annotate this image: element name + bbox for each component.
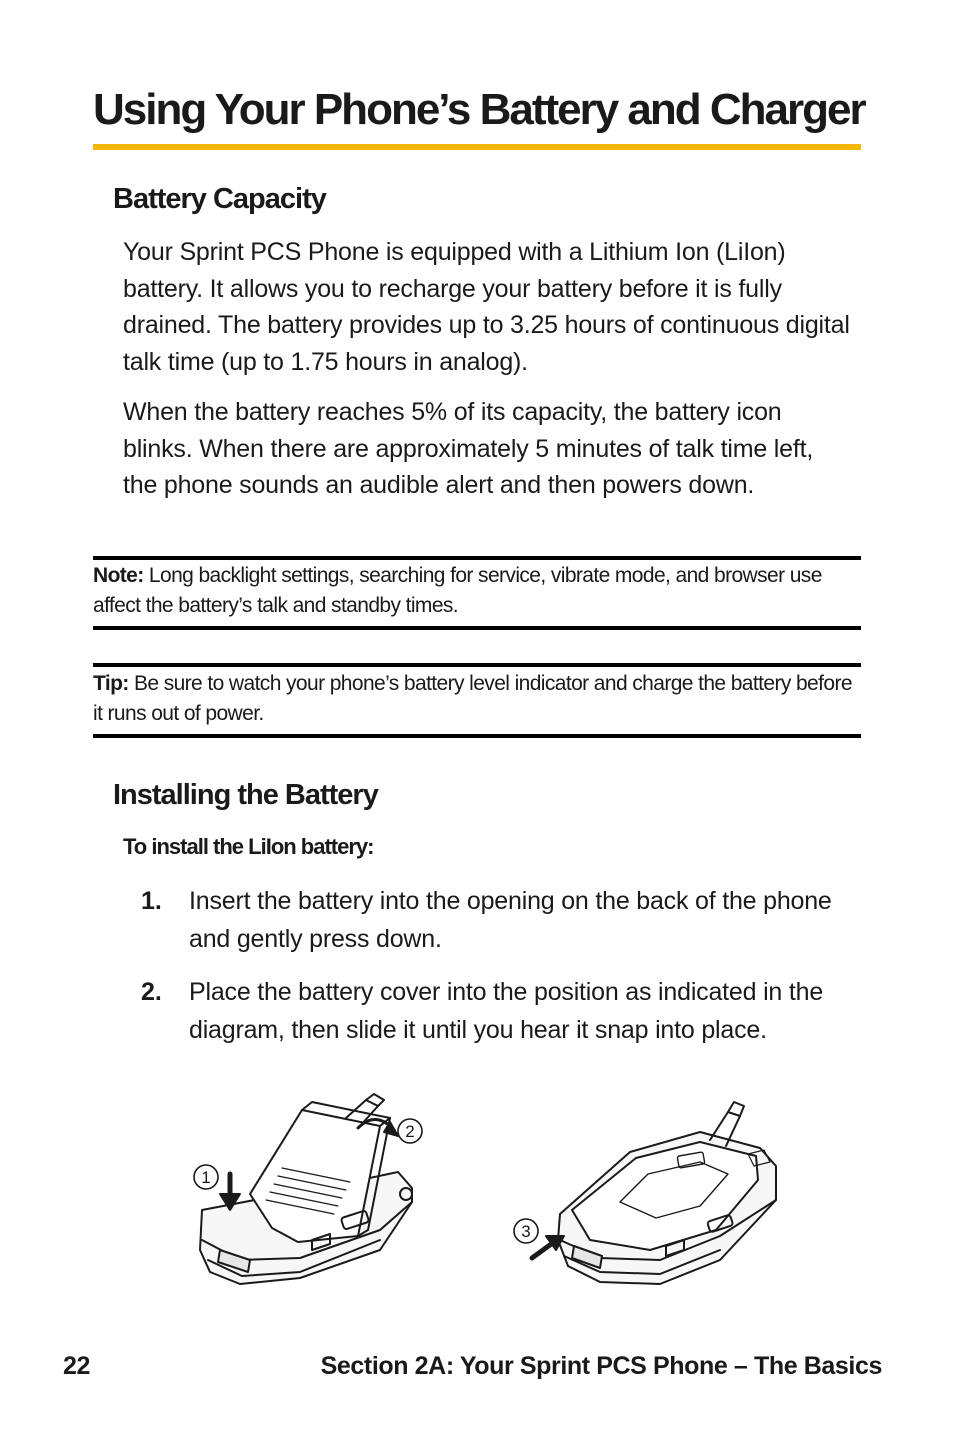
step-2-text: Place the battery cover into the position as indicated in the diagram, then slide it until you hear it snap into place. [189,978,824,1044]
callout-1: 1 [201,1168,211,1187]
callout-2: 2 [405,1122,415,1141]
step-2-number: 2. [141,978,162,1006]
note-box [93,561,861,621]
note-top-rule [93,556,861,560]
step-1-number: 1. [141,887,162,915]
page-title: Using Your Phone’s Battery and Charger [93,85,865,134]
note-label: Note: [93,564,144,587]
note-text: Long backlight settings, searching for service, vibrate mode, and browser use affect the battery’s talk and standby times. [93,564,822,617]
tip-box [93,669,861,729]
step-1-text: Insert the battery into the opening on the back of the phone and gently press down. [189,887,832,953]
installing-heading: Installing the Battery [113,779,378,811]
battery-capacity-heading: Battery Capacity [113,183,326,215]
phone-with-battery-illustration [200,1094,415,1284]
tip-bottom-rule [93,734,861,738]
battery-capacity-paragraph-2: When the battery reaches 5% of its capacity, the battery icon blinks. When there are approximately 5 minutes of talk time left, the phone sounds an audible alert and then powers down. [123,398,814,499]
battery-installation-diagram [180,1090,800,1295]
phone-with-cover-illustration [532,1102,776,1284]
installing-subheading: To install the LiIon battery: [123,834,374,859]
callout-3: 3 [521,1222,531,1241]
note-bottom-rule [93,626,861,630]
title-underline [93,144,861,150]
tip-label: Tip: [93,672,129,695]
footer-section-title: Section 2A: Your Sprint PCS Phone – The Basics [320,1352,882,1380]
tip-text: Be sure to watch your phone’s battery level indicator and charge the battery before it runs out of power. [93,672,852,725]
tip-top-rule [93,663,861,667]
battery-capacity-paragraph-1: Your Sprint PCS Phone is equipped with a Lithium Ion (LiIon) battery. It allows you to recharge your battery before it is fully drained. The battery provides up to 3.25 hours of continuous digital talk time (up to 1.75 hours in analog). [123,238,850,376]
page-number: 22 [63,1352,91,1380]
